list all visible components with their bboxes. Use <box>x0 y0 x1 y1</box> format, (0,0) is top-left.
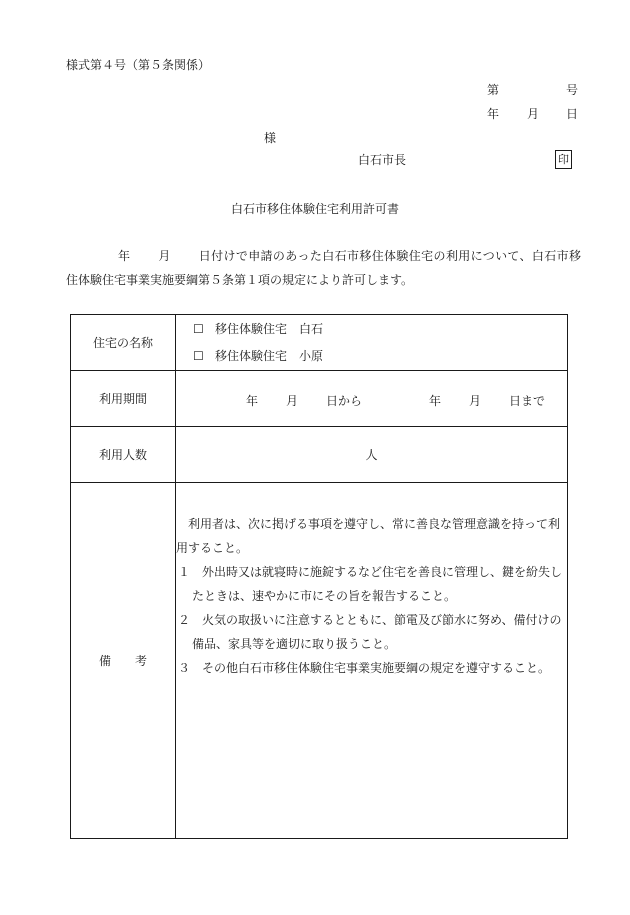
notes-item-1: １ 外出時又は就寝時に施錠するなど住宅を善良に管理し、鍵を紛失したときは、速やかに市にその旨を報告すること。 <box>178 565 563 603</box>
body-paragraph <box>66 244 581 292</box>
house-option-obara[interactable] <box>176 343 567 370</box>
period-from-day: 日から <box>326 393 363 408</box>
period-to-year: 年 <box>429 393 442 408</box>
issue-date-month: 月 <box>527 107 540 121</box>
notes-row <box>71 483 568 839</box>
period-from-year: 年 <box>246 393 259 408</box>
document-number-suffix: 号 <box>566 83 579 97</box>
notes-item-3: ３ その他白石市移住体験住宅事業実施要綱の規定を遵守すること。 <box>178 661 551 675</box>
period-label: 利用期間 <box>71 371 176 427</box>
period-from-month: 月 <box>286 393 299 408</box>
notes-intro: 利用者は、次に掲げる事項を遵守し、常に善良な管理意識を持って利用すること。 <box>176 517 561 555</box>
period-row <box>71 371 568 427</box>
house-option-shiroishi[interactable] <box>176 316 567 343</box>
seal-mark: 印 <box>555 150 572 169</box>
house-row <box>71 315 568 371</box>
issue-date-year: 年 <box>487 107 500 121</box>
period-to-month: 月 <box>469 393 482 408</box>
issue-date-day: 日 <box>566 107 579 121</box>
form-number: 様式第４号（第５条関係） <box>66 58 211 72</box>
document-title: 白石市移住体験住宅利用許可書 <box>231 202 400 216</box>
people-label: 利用人数 <box>71 427 176 483</box>
checkbox-icon[interactable]: ☐ <box>193 348 204 363</box>
house-options-cell <box>176 315 568 371</box>
issuer-name: 白石市長 <box>358 153 407 167</box>
body-date-year: 年 <box>118 249 131 263</box>
house-label: 住宅の名称 <box>71 315 176 371</box>
permit-table <box>70 314 568 839</box>
people-unit[interactable]: 人 <box>176 427 568 483</box>
house-option-label: 移住体験住宅 小原 <box>215 348 324 363</box>
body-text: 日付けで申請のあった白石市移住体験住宅の利用について、白石市移住体験住宅事業実施要綱第５条第１項の規定により許可します。 <box>66 249 581 287</box>
house-option-label: 移住体験住宅 白石 <box>215 321 324 336</box>
body-date-month: 月 <box>158 249 171 263</box>
people-row <box>71 427 568 483</box>
period-to-day: 日まで <box>509 393 546 408</box>
notes-item-2: ２ 火気の取扱いに注意するとともに、節電及び節水に努め、備付けの備品、家具等を適切に取り扱うこと。 <box>178 613 562 651</box>
period-cell[interactable] <box>176 371 568 427</box>
document-number-label: 第 <box>487 83 500 97</box>
addressee-suffix: 様 <box>264 131 277 145</box>
checkbox-icon[interactable]: ☐ <box>193 321 204 336</box>
notes-label: 備 考 <box>71 483 176 839</box>
notes-cell <box>176 483 568 839</box>
